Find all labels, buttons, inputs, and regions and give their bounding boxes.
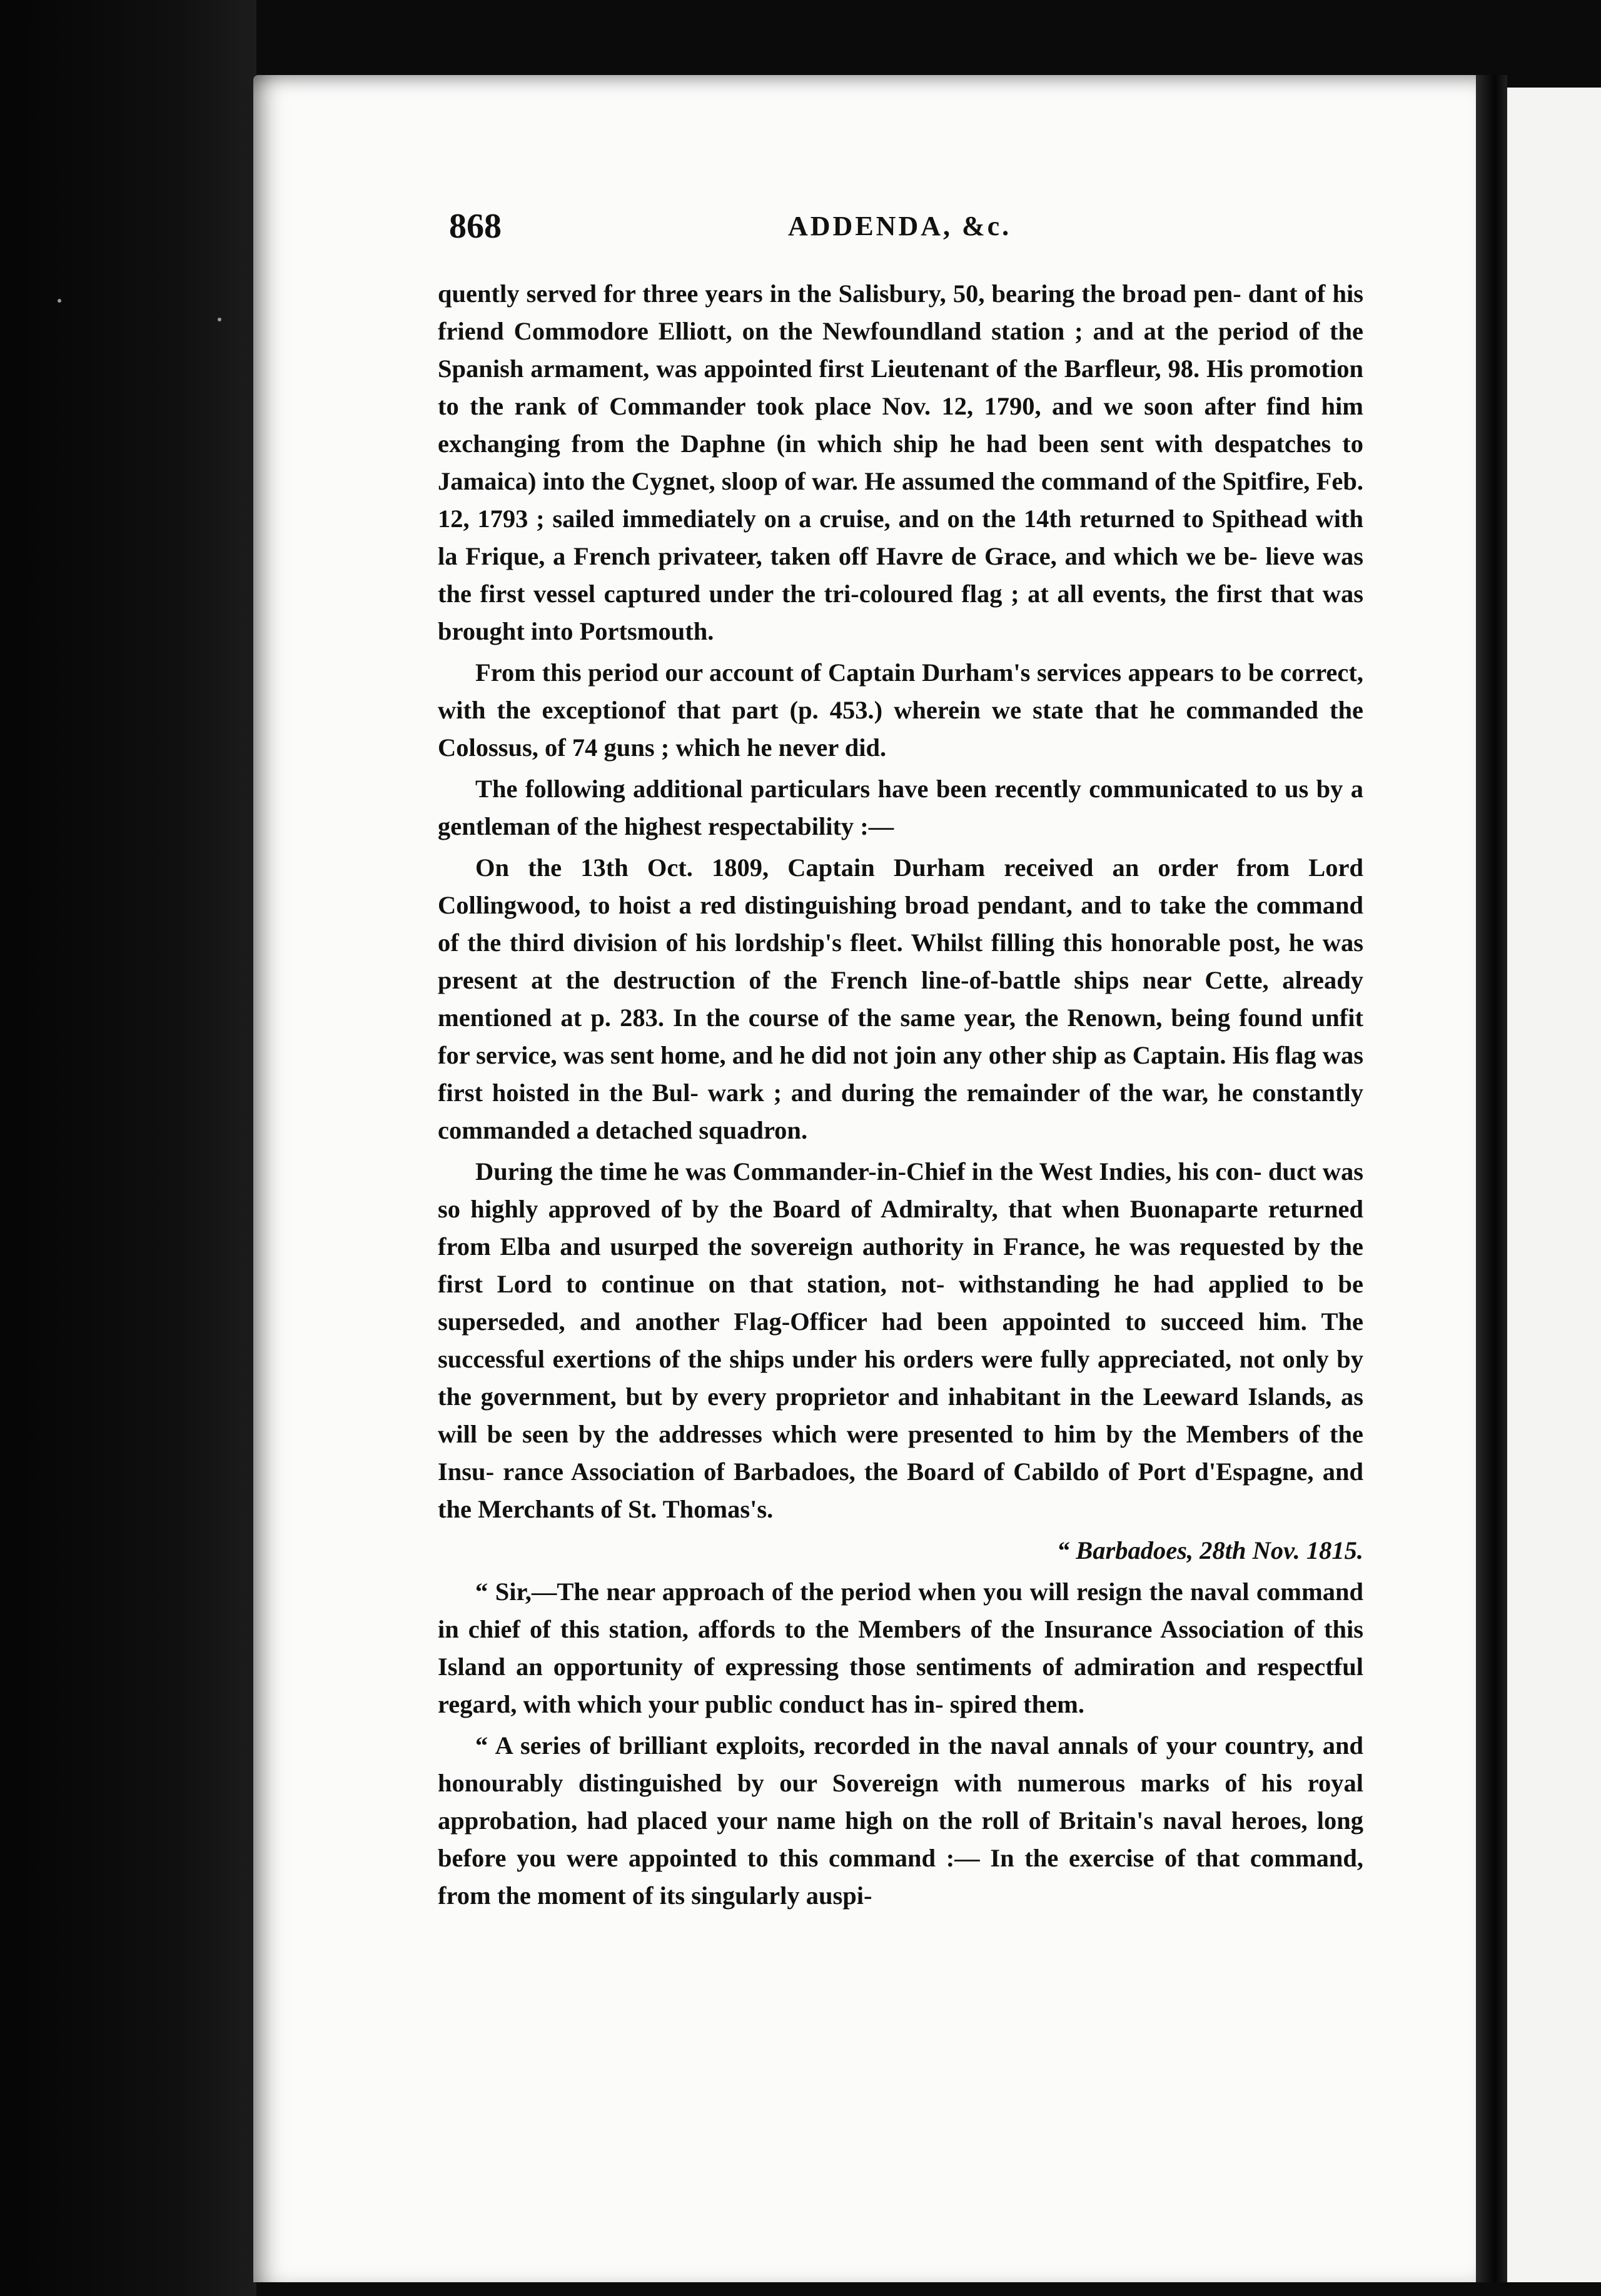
letter-dateline: “ Barbadoes, 28th Nov. 1815. <box>1056 1536 1363 1564</box>
scan-dark-margin <box>0 0 256 2296</box>
page-number: 868 <box>449 207 502 246</box>
scan-speck <box>58 299 61 303</box>
running-title: ADDENDA, &c. <box>788 211 1012 241</box>
letter-paragraph: “ A series of brilliant exploits, recorded in the naval annals of your country, and honourably distinguished by our Sovereign with numerous marks of his royal approbation, had placed your name high on the roll of Britain's naval heroes, long before you were appointed to this command :— In the exercise of that command, from the moment of its singularly auspi- <box>438 1731 1363 1910</box>
body-paragraph: On the 13th Oct. 1809, Captain Durham received an order from Lord Collingwood, to hoist a red distinguishing broad pendant, and to take the command of the third division of his lordship's fleet. Whilst filling this honorable post, he was present at the destruction of the French line-of-battle ships near Cette, already mentioned at p. 283. In the course of the same year, the Renown, being found unfit for service, was sent home, and he did not join any other ship as Captain. His flag was first hoisted in the Bul- wark ; and during the remainder of the war, he constantly commanded a detached squadron. <box>438 853 1363 1144</box>
body-paragraph: During the time he was Commander-in-Chief in the West Indies, his con- duct was so highly approved of by the Board of Admiralty, that when Buonaparte returned from Elba and usurped the sovereign authority in France, he was requested by the first Lord to continue on that station, not- withstanding he had applied to be superseded, and another Flag-Officer had been appointed to succeed him. The successful exertions of the ships under his orders were fully appreciated, not only by the government, but by every proprietor and inhabitant in the Leeward Islands, as will be seen by the addresses which were presented to him by the Members of the Insu- rance Association of Barbadoes, the Board of Cabildo of Port d'Espagne, and the Merchants of St. Thomas's. <box>438 1157 1363 1523</box>
body-paragraph: quently served for three years in the Salisbury, 50, bearing the broad pen- dant of his friend Commodore Elliott, on the Newfoundland station ; and at the period of the Spanish armament, was appointed first Lieutenant of the Barfleur, 98. His promotion to the rank of Commander took place Nov. 12, 1790, and we soon after find him exchanging from the Daphne (in which ship he had been sent with despatches to Jamaica) into the Cygnet, sloop of war. He assumed the command of the Spitfire, Feb. 12, 1793 ; sailed immediately on a cruise, and on the 14th returned to Spithead with la Frique, a French privateer, taken off Havre de Grace, and which we be- lieve was the first vessel captured under the tri-coloured flag ; at all events, the first that was brought into Portsmouth. <box>438 279 1363 645</box>
letter-paragraph: “ Sir,—The near approach of the period when you will resign the naval command in chief of this station, affords to the Members of the Insurance Association of this Island an opportunity of expressing those sentiments of admiration and respectful regard, with which your public conduct has in- spired them. <box>438 1578 1363 1718</box>
page-content <box>438 206 1363 1915</box>
running-head <box>438 206 1363 275</box>
scan-speck <box>218 318 221 321</box>
body-paragraph: The following additional particulars have been recently communicated to us by a gentleman of the highest respectability :— <box>438 775 1363 840</box>
body-paragraph: From this period our account of Captain Durham's services appears to be correct, with the exceptionof that part (p. 453.) wherein we state that he commanded the Colossus, of 74 guns ; which he never did. <box>438 658 1363 762</box>
facing-page-edge <box>1507 88 1601 2282</box>
book-gutter <box>1476 75 1507 2282</box>
